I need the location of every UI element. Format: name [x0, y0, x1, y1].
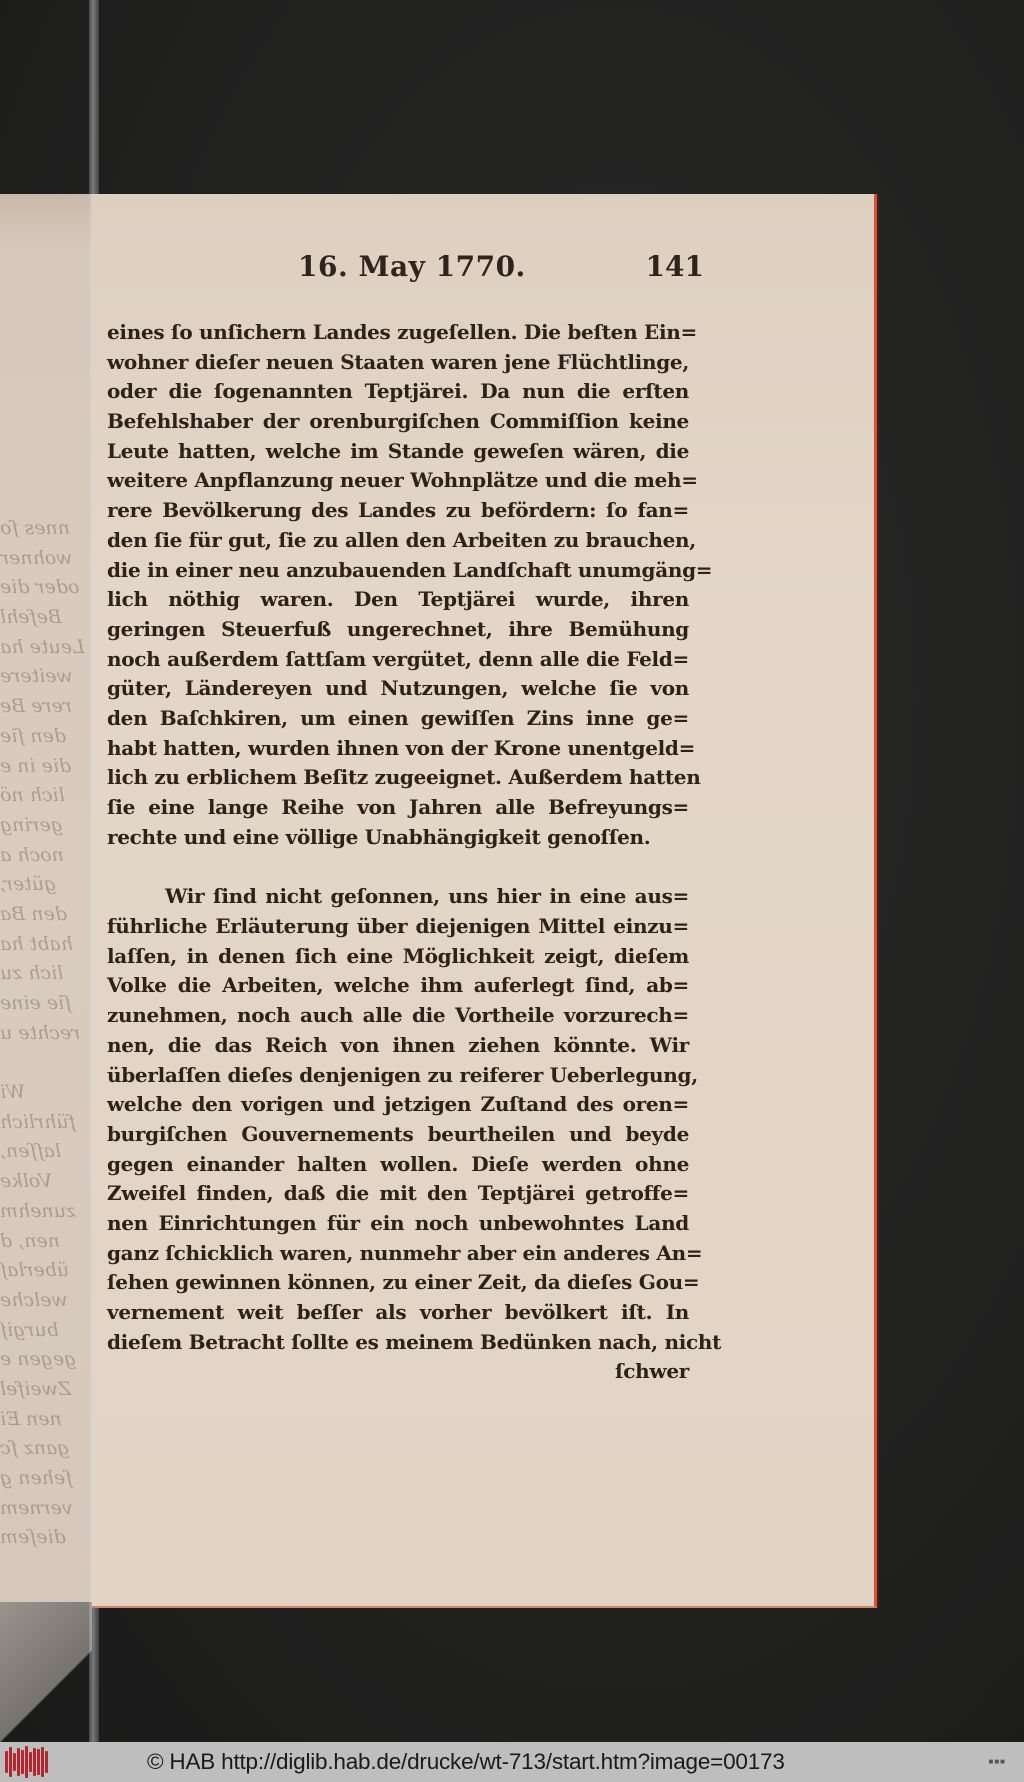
text-line: vernement weit beſſer als vorher bevölkert iſt. In	[107, 1300, 689, 1324]
text-line: Befehlshaber der orenburgiſchen Commiſſion keine	[107, 409, 689, 434]
footer-bar	[0, 1742, 1024, 1782]
bleed-line: den Ba	[0, 902, 67, 925]
bleed-line: oder die	[0, 576, 80, 599]
bleed-line: weitere	[0, 665, 73, 688]
bleed-line: nnes ſo	[0, 517, 70, 539]
bleed-line: lich nö	[0, 784, 65, 807]
bleed-line: gegen e	[0, 1348, 77, 1371]
page-body	[107, 318, 722, 1387]
bleed-line: rechte u	[0, 1021, 81, 1044]
bleed-line	[0, 1048, 90, 1078]
bleed-line: ſehen g	[0, 1467, 73, 1489]
text-line: wohner dieſer neuen Staaten waren jene Flüchtlinge,	[107, 349, 689, 374]
bleed-line: nen Ei	[0, 1407, 62, 1430]
bleed-line: ganz ſc	[0, 1437, 70, 1460]
text-line: Wir ſind nicht geſonnen, uns hier in eine aus=	[165, 884, 689, 909]
previous-page-shadow	[0, 1602, 92, 1742]
text-line: überlaſſen dieſes denjenigen zu reiferer Ueberlegung,	[107, 1062, 698, 1087]
bleed-line: gering	[0, 813, 63, 836]
copyright-url[interactable]: © HAB http://diglib.hab.de/drucke/wt-713/start.htm?image=00173	[147, 1749, 785, 1774]
bleed-line: überlaſ	[0, 1259, 70, 1282]
bleed-line: burgiſ	[0, 1318, 59, 1341]
paragraph-gap	[107, 852, 689, 882]
text-line: Leute hatten, welche im Stande geweſen wären, die	[107, 438, 689, 463]
previous-page-edge	[0, 194, 92, 1602]
text-line: geringen Steuerfuß ungerechnet, ihre Bemühung	[107, 616, 689, 641]
text-line: die in einer neu anzubauenden Landſchaft unumgäng=	[107, 557, 713, 582]
bleed-line: rere Be	[0, 695, 72, 718]
bleed-line: lich zu	[0, 962, 64, 985]
text-line: ſehen gewinnen können, zu einer Zeit, da dieſes Gou=	[107, 1270, 700, 1295]
text-line: lich zu erblichem Beſitz zugeeignet. Außerdem hatten	[107, 765, 701, 790]
text-line: rechte und eine völlige Unabhängigkeit genoſſen.	[107, 824, 651, 849]
bleed-line: noch a	[0, 843, 64, 866]
text-line: führliche Erläuterung über diejenigen Mittel einzu=	[107, 914, 689, 939]
bleed-line: welche	[0, 1288, 68, 1311]
text-line: nen, die das Reich von ihnen ziehen könnte. Wir	[107, 1032, 689, 1057]
text-line: zunehmen, noch auch alle die Vortheile vorzurech=	[107, 1003, 689, 1028]
text-line: laſſen, in denen ſich eine Möglichkeit zeigt, dieſem	[107, 943, 689, 968]
bleed-line: Leute ha	[0, 635, 85, 658]
previous-page-bleed-text	[0, 514, 90, 1553]
text-line: Volke die Arbeiten, welche ihm auferlegt ſind, ab=	[107, 973, 689, 998]
bleed-line: die in e	[0, 754, 72, 777]
bleed-line: wohner	[0, 546, 73, 569]
text-line: nen Einrichtungen für ein noch unbewohntes Land	[107, 1210, 689, 1235]
bleed-line: habt ha	[0, 932, 73, 955]
menu-dots-icon[interactable]: ■■■	[988, 1757, 1006, 1766]
page-number: 141	[645, 250, 704, 283]
text-line: den ſie für gut, ſie zu allen den Arbeiten zu brauchen,	[107, 527, 696, 552]
text-line: ſie eine lange Reihe von Jahren alle Befreyungs=	[107, 795, 689, 819]
bleed-line: güter,	[0, 873, 57, 896]
bleed-line: nen, d	[0, 1229, 60, 1252]
bleed-line: Wi	[0, 1081, 26, 1104]
bleed-line: führlich	[0, 1110, 76, 1133]
text-line: den Baſchkiren, um einen gewiſſen Zins inne ge=	[107, 705, 689, 730]
bleed-line: Zweifel	[0, 1377, 72, 1400]
text-line: oder die ſogenannten Teptjärei. Da nun die erſten	[107, 379, 689, 404]
text-line: welche den vorigen und jetzigen Zuſtand des oren=	[107, 1092, 689, 1117]
text-line: gegen einander halten wollen. Dieſe werden ohne	[107, 1151, 689, 1176]
text-line: lich nöthig waren. Den Teptjärei wurde, ihren	[107, 587, 689, 612]
text-line: Zweifel finden, daß die mit den Teptjärei getroffe=	[107, 1181, 689, 1206]
running-head: 16. May 1770.	[298, 250, 526, 283]
bleed-line: zunehm	[0, 1199, 76, 1222]
catchword: ſchwer	[614, 1359, 689, 1384]
bleed-line: ſie eine	[0, 992, 72, 1014]
text-line: weitere Anpflanzung neuer Wohnplätze und die meh=	[107, 468, 698, 493]
bleed-line: Befehl	[0, 606, 62, 629]
text-line: rere Bevölkerung des Landes zu befördern: ſo fan=	[107, 498, 689, 523]
bleed-line: laſſen,	[0, 1140, 61, 1163]
text-line: burgiſchen Gouvernements beurtheilen und beyde	[107, 1121, 689, 1146]
text-line: ganz ſchicklich waren, nunmehr aber ein anderes An=	[107, 1240, 703, 1265]
text-line: noch außerdem ſattſam vergütet, denn alle die Feld=	[107, 646, 689, 671]
text-line: dieſem Betracht ſollte es meinem Bedünken nach, nicht	[107, 1329, 722, 1354]
hab-logo-icon[interactable]	[5, 1746, 51, 1778]
text-line: habt hatten, wurden ihnen von der Krone unentgeld=	[107, 735, 696, 760]
book-page	[92, 194, 877, 1608]
text-line: güter, Ländereyen und Nutzungen, welche ſie von	[107, 676, 689, 701]
bleed-line: vernem	[0, 1496, 73, 1519]
bleed-line: den ſie	[0, 724, 67, 747]
bleed-line: Volke	[0, 1170, 53, 1193]
text-line: eines ſo unſichern Landes zugeſellen. Die beſten Ein=	[107, 320, 697, 344]
bleed-line: dieſem	[0, 1526, 66, 1549]
